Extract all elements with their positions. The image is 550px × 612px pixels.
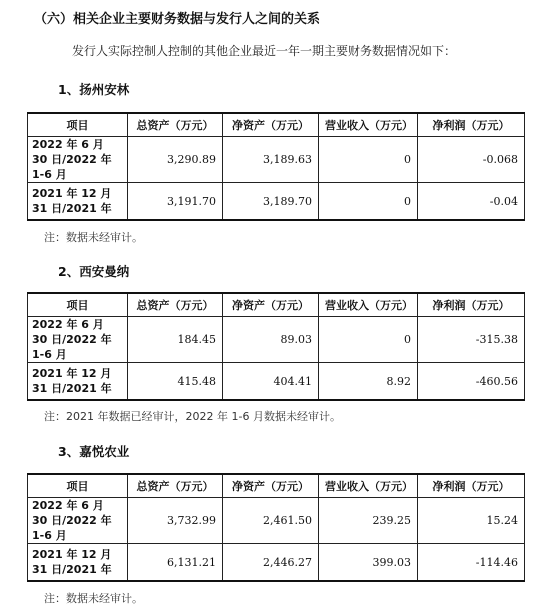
cell-revenue: 8.92 <box>319 363 418 401</box>
cell-net-profit: 15.24 <box>418 498 525 544</box>
cell-revenue: 0 <box>319 137 418 183</box>
company-title-jiayue-agriculture: 3、嘉悦农业 <box>58 444 130 459</box>
financial-table-jiayue-agriculture <box>27 473 525 582</box>
column-header-net-assets: 净资产（万元） <box>223 474 319 498</box>
table-note: 注：2021 年数据已经审计，2022 年 1-6 月数据未经审计。 <box>44 410 341 423</box>
table-row <box>28 183 525 221</box>
row-label: 2022 年 6 月 30 日/2022 年 1-6 月 <box>28 137 128 183</box>
column-header-net-profit: 净利润（万元） <box>418 474 525 498</box>
cell-total-assets: 3,191.70 <box>128 183 223 221</box>
cell-net-profit: -0.068 <box>418 137 525 183</box>
table-row <box>28 317 525 363</box>
row-label: 2021 年 12 月 31 日/2021 年 <box>28 363 128 401</box>
financial-table-xian-manna <box>27 292 525 401</box>
cell-net-assets: 404.41 <box>223 363 319 401</box>
column-header-net-assets: 净资产（万元） <box>223 113 319 137</box>
section-heading: （六）相关企业主要财务数据与发行人之间的关系 <box>34 12 321 27</box>
cell-net-assets: 2,446.27 <box>223 544 319 582</box>
column-header-net-assets: 净资产（万元） <box>223 293 319 317</box>
cell-net-assets: 2,461.50 <box>223 498 319 544</box>
cell-net-profit: -460.56 <box>418 363 525 401</box>
cell-net-assets: 3,189.70 <box>223 183 319 221</box>
cell-net-assets: 3,189.63 <box>223 137 319 183</box>
cell-revenue: 399.03 <box>319 544 418 582</box>
cell-revenue: 0 <box>319 183 418 221</box>
cell-total-assets: 184.45 <box>128 317 223 363</box>
column-header-total-assets: 总资产（万元） <box>128 293 223 317</box>
row-label: 2021 年 12 月 31 日/2021 年 <box>28 183 128 221</box>
row-label: 2021 年 12 月 31 日/2021 年 <box>28 544 128 582</box>
cell-total-assets: 3,290.89 <box>128 137 223 183</box>
column-header-item: 项目 <box>28 293 128 317</box>
table-header-row <box>28 474 525 498</box>
column-header-item: 项目 <box>28 474 128 498</box>
cell-net-profit: -315.38 <box>418 317 525 363</box>
company-title-xian-manna: 2、西安曼纳 <box>58 264 130 279</box>
table-header-row <box>28 293 525 317</box>
cell-total-assets: 3,732.99 <box>128 498 223 544</box>
table-row <box>28 498 525 544</box>
cell-revenue: 239.25 <box>319 498 418 544</box>
financial-table-yangzhou-anlin <box>27 112 525 221</box>
table-row <box>28 137 525 183</box>
cell-net-profit: -114.46 <box>418 544 525 582</box>
cell-net-assets: 89.03 <box>223 317 319 363</box>
row-label: 2022 年 6 月 30 日/2022 年 1-6 月 <box>28 498 128 544</box>
table-row <box>28 363 525 401</box>
table-note: 注：数据未经审计。 <box>44 592 143 605</box>
column-header-net-profit: 净利润（万元） <box>418 113 525 137</box>
cell-revenue: 0 <box>319 317 418 363</box>
column-header-total-assets: 总资产（万元） <box>128 474 223 498</box>
table-row <box>28 544 525 582</box>
column-header-revenue: 营业收入（万元） <box>319 113 418 137</box>
cell-net-profit: -0.04 <box>418 183 525 221</box>
column-header-total-assets: 总资产（万元） <box>128 113 223 137</box>
table-header-row <box>28 113 525 137</box>
table-note: 注：数据未经审计。 <box>44 231 143 244</box>
company-title-yangzhou-anlin: 1、扬州安林 <box>58 82 130 97</box>
cell-total-assets: 6,131.21 <box>128 544 223 582</box>
intro-paragraph: 发行人实际控制人控制的其他企业最近一年一期主要财务数据情况如下： <box>72 44 457 58</box>
column-header-net-profit: 净利润（万元） <box>418 293 525 317</box>
row-label: 2022 年 6 月 30 日/2022 年 1-6 月 <box>28 317 128 363</box>
column-header-revenue: 营业收入（万元） <box>319 293 418 317</box>
column-header-item: 项目 <box>28 113 128 137</box>
cell-total-assets: 415.48 <box>128 363 223 401</box>
column-header-revenue: 营业收入（万元） <box>319 474 418 498</box>
